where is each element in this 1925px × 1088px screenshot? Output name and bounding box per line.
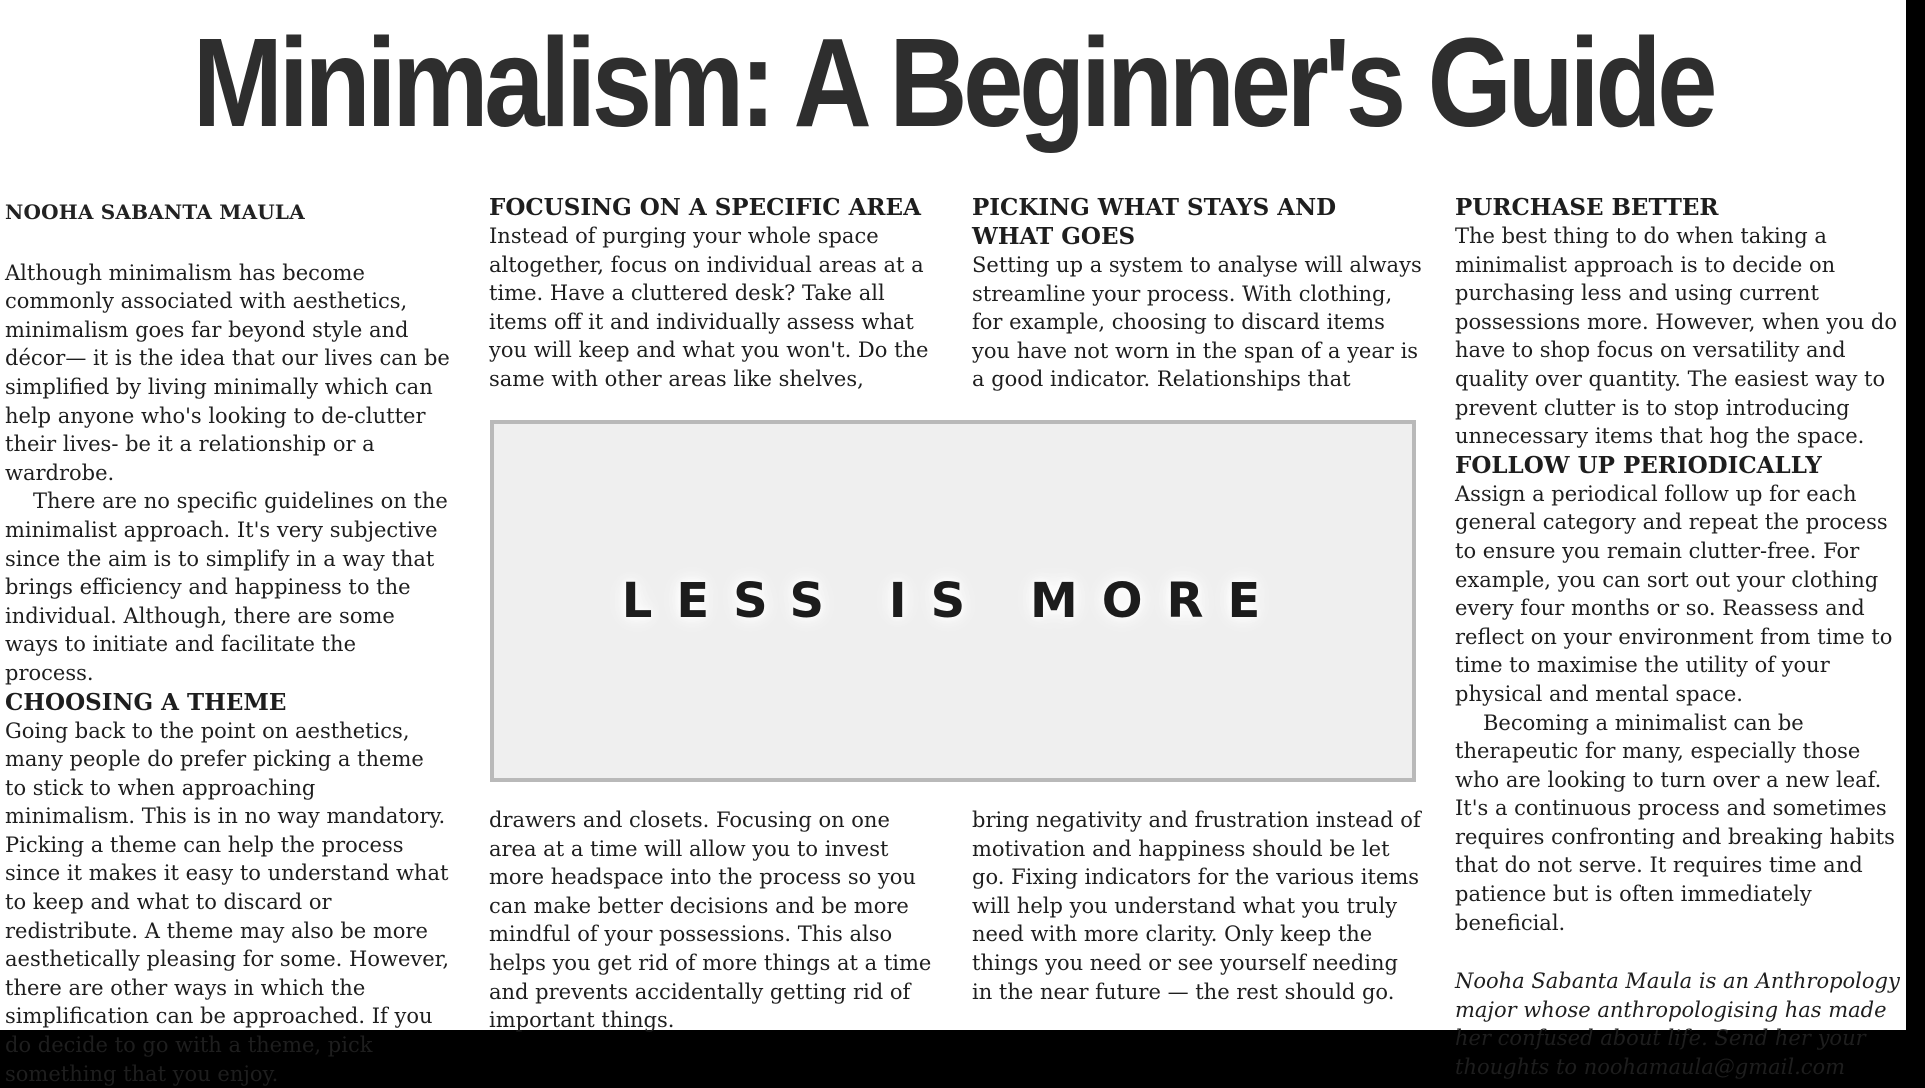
author-bio: Nooha Sabanta Maula is an Anthropology major whose anthropologising has made her confused about life. Send her your thoughts to noohamaula@gmail.com	[1455, 967, 1902, 1081]
theme-paragraph: Going back to the point on aesthetics, many people do prefer picking a theme to stick to when approaching minimalism. This is in no way mandatory. Picking a theme can help the process since it makes it easy to understand what to keep and what to discard or redistribute. A theme may also be more aesthetically pleasing for some. However, there are other ways in which the simplification can be approached. If you do decide to go with a theme, pick something that you enjoy.	[5, 717, 450, 1088]
column-3-top	[972, 193, 1422, 394]
guidelines-paragraph: There are no specific guidelines on the minimalist approach. It's very subjective since the aim is to simplify in a way that brings efficiency and happiness to the individual. Although, there are some ways to initiate and facilitate the process.	[5, 487, 450, 687]
less-is-more-image	[490, 420, 1416, 782]
subheading-what-stays: PICKING WHAT STAYS AND WHAT GOES	[972, 193, 1422, 251]
specific-area-paragraph-top: Instead of purging your whole space altogether, focus on individual areas at a time. Have a cluttered desk? Take all items off it and individually assess what you will keep and what you won't. Do the same with other areas like shelves,	[489, 222, 933, 394]
author-byline: NOOHA SABANTA MAULA	[5, 198, 450, 227]
subheading-follow-up: FOLLOW UP PERIODICALLY	[1455, 451, 1902, 480]
image-caption-text: LESS IS MORE	[622, 573, 1285, 629]
column-4	[1455, 193, 1902, 1082]
column-1	[5, 190, 450, 1088]
column-2-bottom	[489, 806, 933, 1035]
purchase-paragraph: The best thing to do when taking a minimalist approach is to decide on purchasing less and using current possessions more. However, when you do have to shop focus on versatility and quality over quantity. The easiest way to prevent clutter is to stop introducing unnecessary items that hog the space.	[1455, 222, 1902, 451]
what-stays-paragraph-top: Setting up a system to analyse will always streamline your process. With clothing, for example, choosing to discard items you have not worn in the span of a year is a good indicator. Relationships that	[972, 251, 1422, 394]
conclusion-paragraph: Becoming a minimalist can be therapeutic for many, especially those who are looking to turn over a new leaf. It's a continuous process and sometimes requires confronting and breaking habits that do not serve. It requires time and patience but is often immediately beneficial.	[1455, 709, 1902, 938]
what-stays-paragraph-bottom: bring negativity and frustration instead of motivation and happiness should be let go. Fixing indicators for the various items will help you understand what you truly need with more clarity. Only keep the things you need or see yourself needing in the near future — the rest should go.	[972, 806, 1422, 1006]
subheading-purchase-better: PURCHASE BETTER	[1455, 193, 1902, 222]
subheading-specific-area: FOCUSING ON A SPECIFIC AREA	[489, 193, 933, 222]
column-2-top	[489, 193, 933, 394]
specific-area-paragraph-bottom: drawers and closets. Focusing on one area at a time will allow you to invest more headspace into the process so you can make better decisions and be more mindful of your possessions. This also helps you get rid of more things at a time and prevents accidentally getting rid of important things.	[489, 806, 933, 1035]
subheading-choosing-theme: CHOOSING A THEME	[5, 688, 450, 717]
follow-up-paragraph: Assign a periodical follow up for each general category and repeat the process to ensure you remain clutter-free. For example, you can sort out your clothing every four months or so. Reassess and reflect on your environment from time to time to maximise the utility of your physical and mental space.	[1455, 480, 1902, 709]
intro-paragraph: Although minimalism has become commonly associated with aesthetics, minimalism goes far beyond style and décor— it is the idea that our lives can be simplified by living minimally which can help anyone who's looking to de-clutter their lives- be it a relationship or a wardrobe.	[5, 259, 450, 488]
article-headline: Minimalism: A Beginner's Guide	[133, 18, 1772, 148]
column-3-bottom	[972, 806, 1422, 1006]
